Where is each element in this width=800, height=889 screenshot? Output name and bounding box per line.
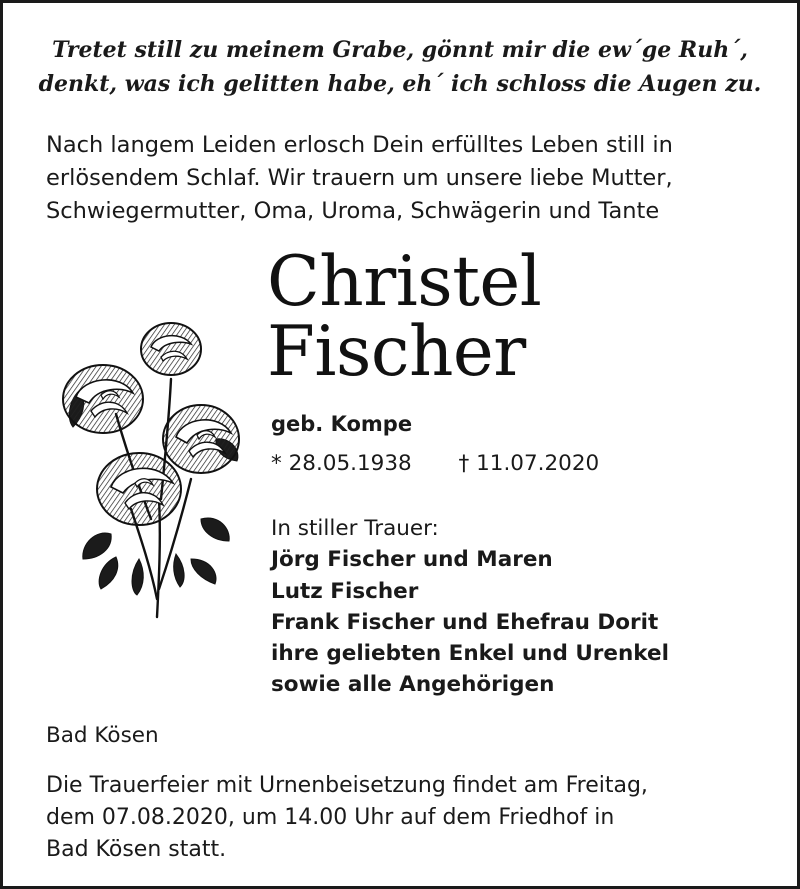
intro-line: Schwiegermutter, Oma, Uroma, Schwägerin und Tante [46, 198, 660, 224]
mourner-name: ihre geliebten Enkel und Urenkel [271, 641, 669, 667]
funeral-line: Bad Kösen statt. [46, 837, 227, 862]
intro-line: erlösendem Schlaf. Wir trauern um unsere liebe Mutter, [46, 165, 673, 191]
location: Bad Kösen [46, 723, 159, 748]
birth-date: * 28.05.1938 [271, 451, 412, 476]
intro-text [46, 129, 673, 228]
funeral-line: dem 07.08.2020, um 14.00 Uhr auf dem Friedhof in [46, 805, 615, 830]
last-name: Fischer [267, 312, 526, 392]
mourners-list [271, 513, 669, 701]
intro-line: Nach langem Leiden erlosch Dein erfülltes Leben still in [46, 132, 673, 158]
maiden-name: geb. Kompe [271, 412, 413, 436]
first-name: Christel [267, 242, 542, 322]
mourner-name: Jörg Fischer und Maren [271, 547, 553, 573]
mourner-name: Lutz Fischer [271, 578, 419, 604]
verse-line: Tretet still zu meinem Grabe, gönnt mir die ew´ge Ruh´, [52, 37, 748, 63]
funeral-line: Die Trauerfeier mit Urnenbeisetzung findet am Freitag, [46, 773, 648, 798]
verse-line: denkt, was ich gelitten habe, eh´ ich schloss die Augen zu. [38, 71, 762, 97]
deceased-name [267, 242, 542, 392]
funeral-info [46, 770, 648, 866]
mourners-lead: In stiller Trauer: [271, 516, 439, 541]
memorial-verse [3, 33, 797, 101]
mourner-name: sowie alle Angehörigen [271, 672, 555, 698]
death-date: † 11.07.2020 [458, 451, 600, 476]
roses-bouquet-icon [41, 319, 251, 619]
mourner-name: Frank Fischer und Ehefrau Dorit [271, 609, 659, 635]
life-dates [271, 451, 599, 476]
